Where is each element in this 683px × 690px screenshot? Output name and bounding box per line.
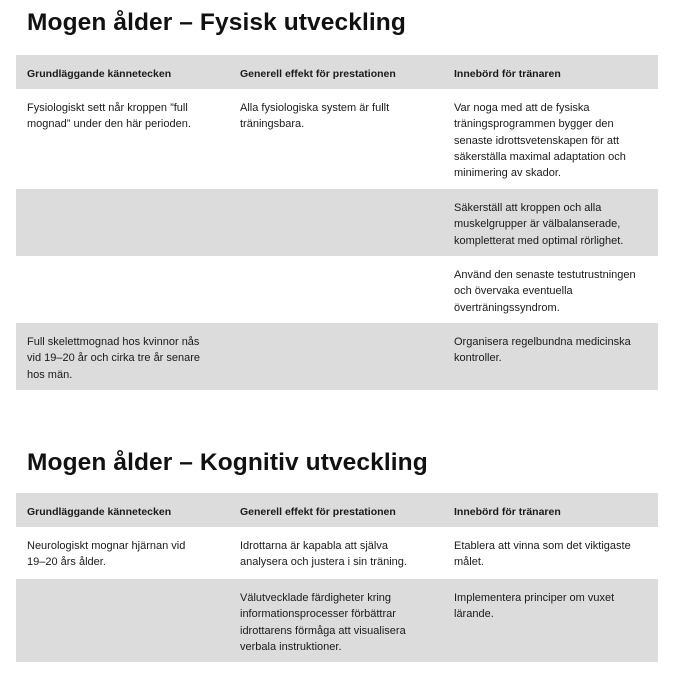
table-cell: Etablera att vinna som det viktigaste målet. [454,540,631,569]
table-cell: Fysiologiskt sett når kroppen ”full mognad” under den här perioden. [27,102,191,131]
table-cell [16,579,230,662]
table-row [16,323,658,390]
table-cell: Använd den senaste testutrustningen och övervaka eventuella överträningssyndrom. [454,269,636,314]
table-header-row [16,55,658,89]
column-header-performance-effect: Generell effekt för prestationen [240,68,396,80]
table-cell: Implementera principer om vuxet lärande. [454,592,615,621]
section-title-physical: Mogen ålder – Fysisk utveckling [27,9,406,36]
column-header-coach-implication: Innebörd för tränaren [454,506,561,518]
column-header-characteristics: Grundläggande kännetecken [27,506,172,518]
table-cell [230,256,444,323]
table-row [16,527,658,579]
table-cognitive [16,493,658,662]
table-row [16,189,658,256]
column-header-characteristics: Grundläggande kännetecken [27,68,172,80]
table-cell: Välutvecklade färdigheter kring informationsprocesser förbättrar idrottarens förmåga att visualisera verbala instruktioner. [240,592,406,653]
table-physical [16,55,658,390]
table-cell: Idrottarna är kapabla att själva analysera och justera i sin träning. [240,540,407,569]
section-title-cognitive: Mogen ålder – Kognitiv utveckling [27,449,428,476]
column-header-coach-implication: Innebörd för tränaren [454,68,561,80]
table-cell: Säkerställ att kroppen och alla muskelgrupper är välbalanserade, kompletterat med optimal rörlighet. [454,202,624,247]
table-cell [230,189,444,256]
table-row [16,89,658,189]
column-header-performance-effect: Generell effekt för prestationen [240,506,396,518]
table-cell: Full skelettmognad hos kvinnor nås vid 19–20 år och cirka tre år senare hos män. [27,336,201,381]
table-cell [16,256,230,323]
table-cell [16,189,230,256]
table-header-row [16,493,658,527]
table-cell: Var noga med att de fysiska träningsprogrammen bygger den senaste idrottsvetenskapen för att säkerställa maximal adaptation och minimering av skador. [454,102,626,180]
table-row [16,256,658,323]
table-cell [230,323,444,390]
table-cell: Organisera regelbundna medicinska kontroller. [454,336,631,365]
table-cell: Neurologiskt mognar hjärnan vid 19–20 års ålder. [27,540,186,569]
table-cell: Alla fysiologiska system är fullt träningsbara. [240,102,390,131]
table-row [16,579,658,662]
